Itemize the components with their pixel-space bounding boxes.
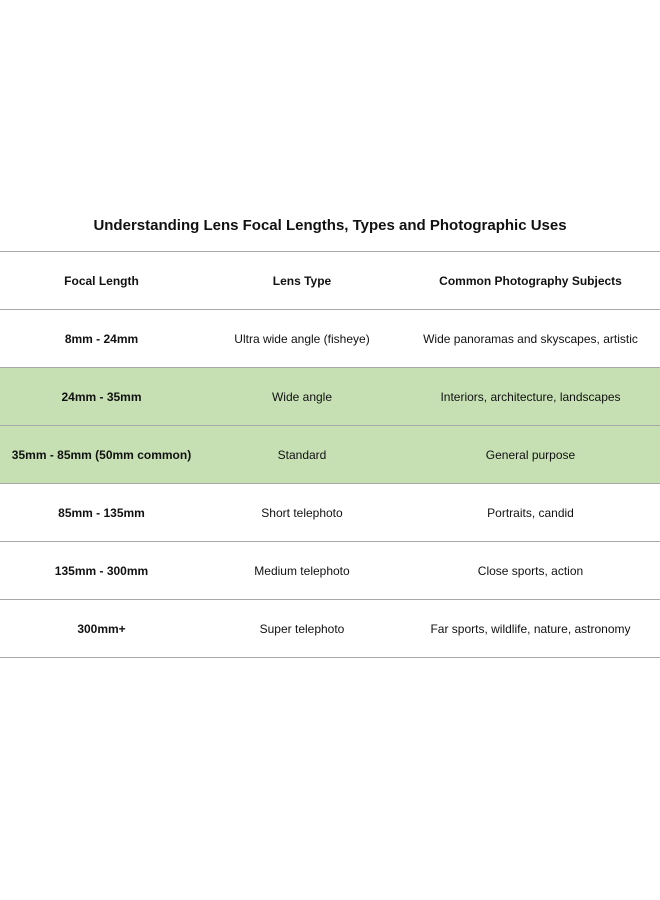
subjects-cell: Interiors, architecture, landscapes	[440, 389, 621, 404]
table-title: Understanding Lens Focal Lengths, Types and Photographic Uses	[93, 217, 567, 234]
focal-length-cell: 35mm - 85mm (50mm common)	[11, 447, 192, 462]
focal-length-cell: 135mm - 300mm	[54, 563, 149, 578]
table-row	[0, 425, 660, 483]
subjects-cell: Wide panoramas and skyscapes, artistic	[423, 331, 638, 346]
focal-length-cell: 85mm - 135mm	[58, 505, 145, 520]
header-lens-type: Lens Type	[272, 273, 332, 288]
table-header-row	[0, 251, 660, 309]
lens-type-cell: Wide angle	[271, 389, 333, 404]
lens-type-cell: Ultra wide angle (fisheye)	[234, 331, 370, 346]
table-row	[0, 541, 660, 599]
subjects-cell: Far sports, wildlife, nature, astronomy	[430, 621, 631, 636]
table-row	[0, 309, 660, 367]
table-row	[0, 367, 660, 425]
header-photography-subjects: Common Photography Subjects	[439, 273, 622, 288]
focal-length-cell: 300mm+	[77, 621, 126, 636]
subjects-cell: Close sports, action	[477, 563, 584, 578]
focal-length-cell: 8mm - 24mm	[64, 331, 139, 346]
lens-type-cell: Medium telephoto	[254, 563, 350, 578]
table-row	[0, 483, 660, 541]
lens-type-cell: Standard	[277, 447, 327, 462]
lens-type-cell: Short telephoto	[261, 505, 343, 520]
subjects-cell: Portraits, candid	[487, 505, 574, 520]
header-focal-length: Focal Length	[64, 273, 139, 288]
table-row	[0, 599, 660, 658]
lens-type-cell: Super telephoto	[259, 621, 345, 636]
focal-length-table	[0, 251, 660, 658]
focal-length-cell: 24mm - 35mm	[61, 389, 142, 404]
subjects-cell: General purpose	[485, 447, 576, 462]
